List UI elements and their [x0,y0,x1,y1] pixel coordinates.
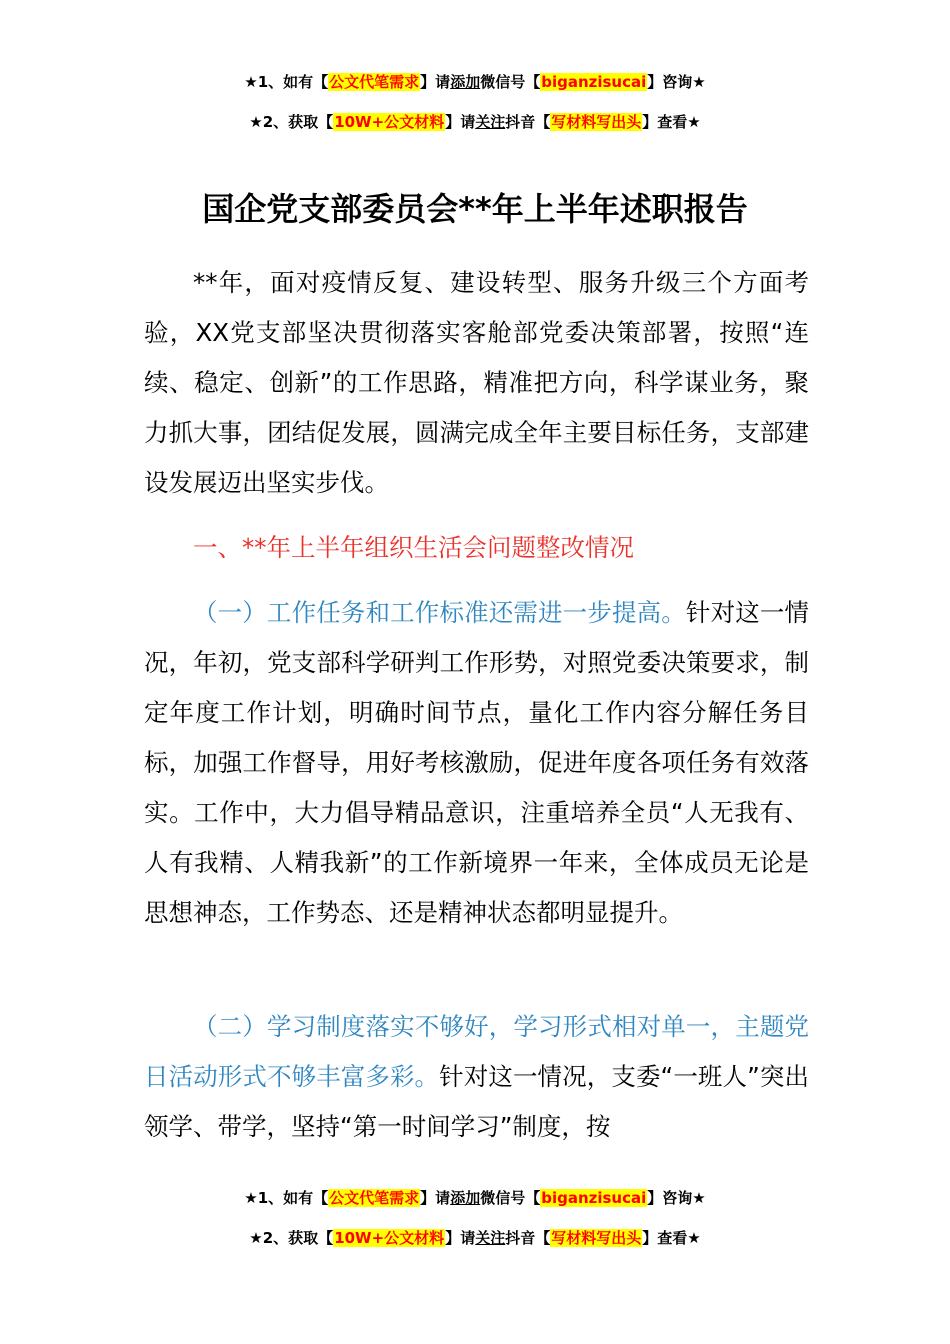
document-title: 国企党支部委员会**年上半年述职报告 [202,190,748,228]
subsection-2-body: 针对这一情况，支委“一班人”突出领学、带学，坚持“第一时间学习”制度，按 [144,1062,810,1141]
highlight-service: 公文代笔需求 [329,73,420,91]
bottom-banner-line-2: ★2、获取【10W+公文材料】请关注抖音【写材料写出头】查看★ [249,1229,701,1247]
section-heading-1: 一、**年上半年组织生活会问题整改情况 [193,533,634,562]
highlight-wechat-id: biganzisucai [541,73,647,91]
top-banner-line-1: ★1、如有【公文代笔需求】请添加微信号【biganzisucai】咨询★ [244,73,706,91]
subsection-1-body: 针对这一情况，年初，党支部科学研判工作形势，对照党委决策要求，制定年度工作计划，明确时间节点，量化工作内容分解任务目标，加强工作督导，用好考核激励，促进年度各项任务有效落实。工作中，大力倡导精品意识，注重培养全员“人无我有、人有我精、人精我新”的工作新境界一年来，全体成员无论是思想神态，工作势态、还是精神状态都明显提升。 [144,598,810,927]
intro-paragraph: **年，面对疫情反复、建设转型、服务升级三个方面考验，XX党支部坚决贯彻落实客舱部党委决策部署，按照“连续、稳定、创新”的工作思路，精准把方向，科学谋业务，聚力抓大事，团结促发展，圆满完成全年主要目标任务，支部建设发展迈出坚实步伐。 [144,268,809,497]
subsection-2-paragraph [144,1002,809,1152]
highlight-materials: 10W+公文材料 [334,1229,445,1247]
highlight-douyin-account: 写材料写出头 [551,1229,642,1247]
top-banner-line-2: ★2、获取【10W+公文材料】请关注抖音【写材料写出头】查看★ [249,113,701,131]
highlight-materials: 10W+公文材料 [334,113,445,131]
subsection-1-heading: （一）工作任务和工作标准还需进一步提高。 [193,598,686,627]
highlight-wechat-id: biganzisucai [541,1189,647,1207]
highlight-service: 公文代笔需求 [329,1189,420,1207]
bottom-banner-line-1: ★1、如有【公文代笔需求】请添加微信号【biganzisucai】咨询★ [244,1189,706,1207]
subsection-2-heading: （二）学习制度落实不够好，学习形式相对单一，主题党日活动形式不够丰富多彩。 [144,1012,809,1091]
subsection-1-paragraph [144,588,809,938]
highlight-douyin-account: 写材料写出头 [551,113,642,131]
